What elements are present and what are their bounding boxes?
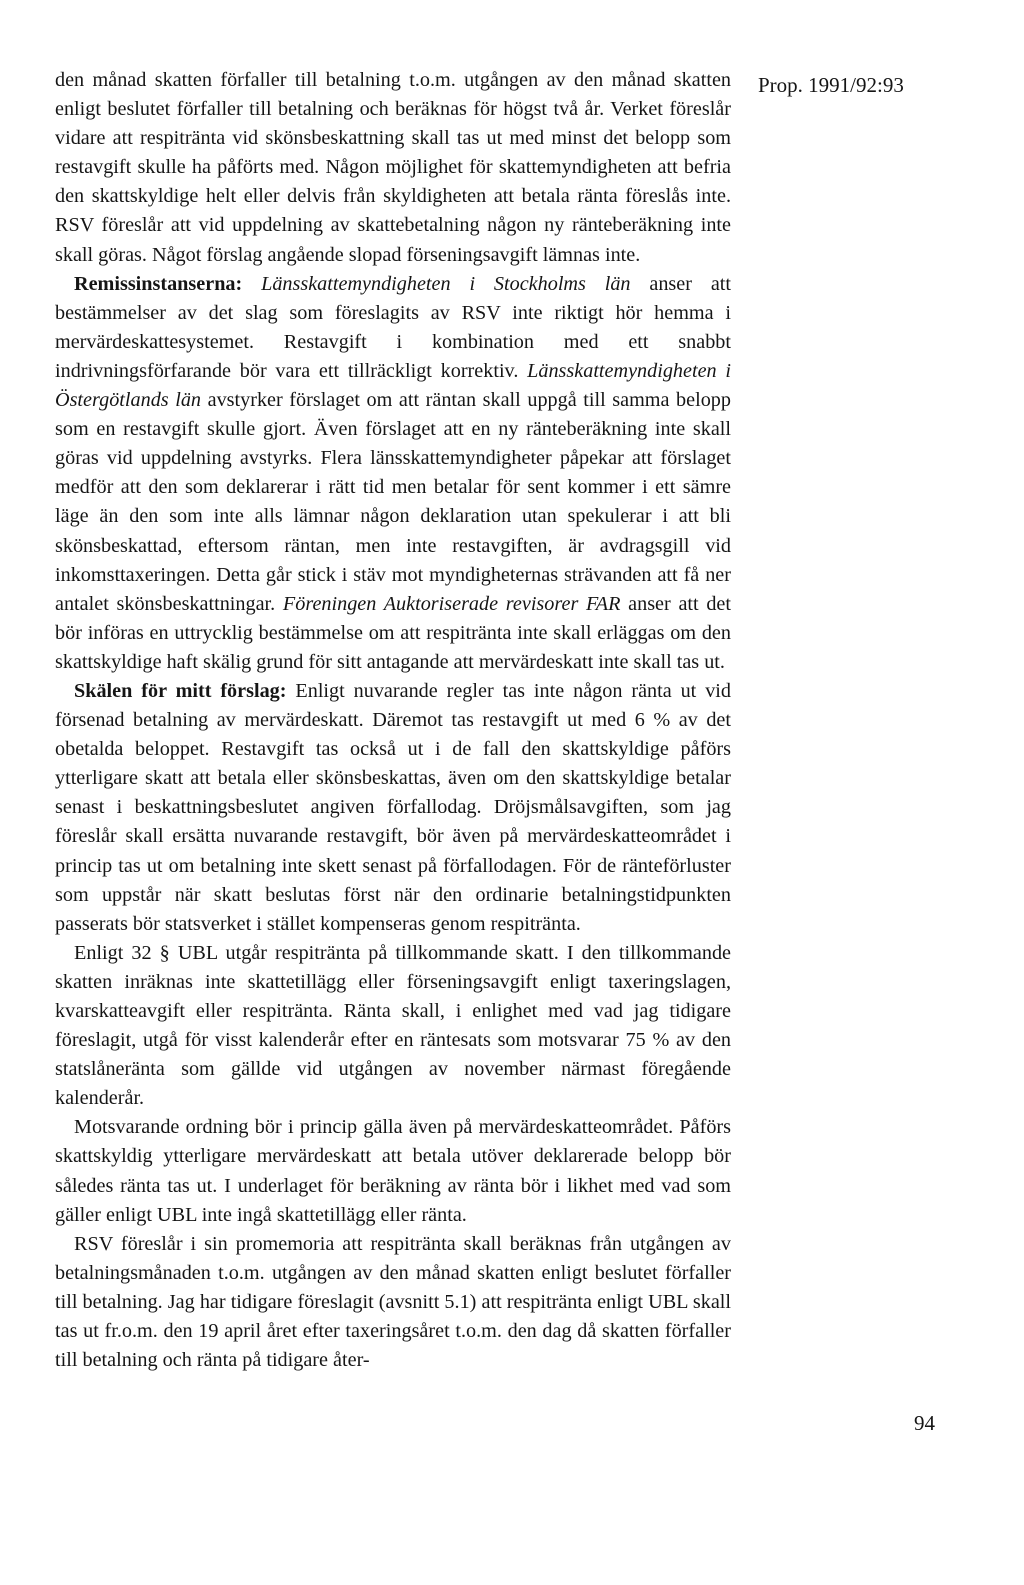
organization-name-italic: Länsskattemyndigheten i Stockholms län [261, 272, 631, 295]
paragraph-6: RSV föreslår i sin promemoria att respitränta skall beräknas från utgången av betalningsmånaden t.o.m. utgången av den månad skatten enligt beslutet förfaller till betalning. Jag har tidigare föreslagit (avsnitt 5.1) att respitränta enligt UBL skall tas ut fr.o.m. den 19 april året efter taxeringsåret t.o.m. den dag då skatten förfaller till betalning och ränta på tidigare åter- [55, 1232, 731, 1372]
paragraph-text-segment: anser att bestämmelser av det slag som föreslagits av RSV inte riktigt hör hemma i mervärdeskattesystemet. Restavgift i kombination med ett snabbt indrivningsförfarande bör vara ett tillräckligt korrektiv. [55, 272, 731, 382]
page-number: 94 [914, 1411, 935, 1435]
paragraph-text-segment: Enligt nuvarande regler tas inte någon ränta ut vid försenad betalning av mervärdeskatt. Däremot tas restavgift ut med 6 % av det obetalda beloppet. Restavgift tas också ut i de fall den skattskyldige påförs ytterligare skatt att betala eller skönsbeskattas, även om den skattskyldige betalar senast i beskattningsbeslutet angiven förfallodag. Dröjsmålsavgiften, som jag föreslår skall ersätta nuvarande restavgift, bör även på mervärdeskatteområdet i princip tas ut om betalning inte skett senast på förfallodagen. För de ränteförluster som uppstår när skatt beslutas först när den ordinarie betalningstidpunkten passerats bör statsverket i stället kompenseras genom respitränta. [55, 679, 731, 935]
body-text-column [55, 66, 731, 1375]
paragraph-skalen [55, 677, 731, 939]
paragraph-4: Enligt 32 § UBL utgår respitränta på tillkommande skatt. I den tillkommande skatten inräknas inte skattetillägg eller förseningsavgift enligt taxeringslagen, kvarskatteavgift eller respitränta. Ränta skall, i enlighet med vad jag tidigare föreslagit, utgå för visst kalenderår efter en räntesats som motsvarar 75 % av den statslåneränta som gällde vid utgången av november närmast föregående kalenderår. [55, 941, 731, 1110]
proposition-reference: Prop. 1991/92:93 [758, 73, 904, 97]
paragraph-5: Motsvarande ordning bör i princip gälla även på mervärdeskatteområdet. Påförs skattskyldig ytterligare mervärdeskatt att betala utöver deklarerade belopp bör således ränta tas ut. I underlaget för beräkning av ränta bör i likhet med vad som gäller enligt UBL inte ingå skattetillägg eller ränta. [55, 1116, 731, 1226]
paragraph-1: den månad skatten förfaller till betalning t.o.m. utgången av den månad skatten enligt beslutet förfaller till betalning och beräknas för högst två år. Verket föreslår vidare att respitränta vid skönsbeskattning skall tas ut med minst det belopp som restavgift skulle ha påförts med. Någon möjlighet för skattemyndigheten att befria den skattskyldige helt eller delvis från skyldigheten att betala ränta föreslås inte. RSV föreslår att vid uppdelning av skattebetalning någon ny ränteberäkning inte skall göras. Något förslag angående slopad förseningsavgift lämnas inte. [55, 69, 731, 266]
organization-name-italic: Föreningen Auktoriserade revisorer FAR [282, 592, 621, 615]
paragraph-text-segment: avstyrker förslaget om att räntan skall uppgå till samma belopp som en restavgift skulle gjort. Även förslaget att en ny ränteberäkning inte skall göras vid uppdelning avstyrks. Flera länsskattemyndigheter påpekar att förslaget medför att den som deklarerar i rätt tid men betalar för sent kommer i ett sämre läge än den som inte alls lämnar någon deklaration utan spekulerar i att bli skönsbeskattad, eftersom räntan, men inte restavgiften, är avdragsgill vid inkomsttaxeringen. Detta går stick i stäv mot myndigheternas strävanden att få ner antalet skönsbeskattningar. [55, 389, 731, 615]
paragraph-lead-heading: Remissinstanserna: [74, 272, 243, 295]
paragraph-remissinstanserna [55, 270, 731, 677]
paragraph-text-segment: anser att det bör införas en uttrycklig bestämmelse om att respitränta inte skall erläggas om den skattskyldige haft skälig grund för sitt antagande att mervärdeskatt inte skall tas ut. [55, 592, 732, 673]
paragraph-lead-heading: Skälen för mitt förslag: [74, 679, 287, 702]
organization-name-italic: Länsskattemyndigheten i Östergötlands län [55, 359, 731, 412]
